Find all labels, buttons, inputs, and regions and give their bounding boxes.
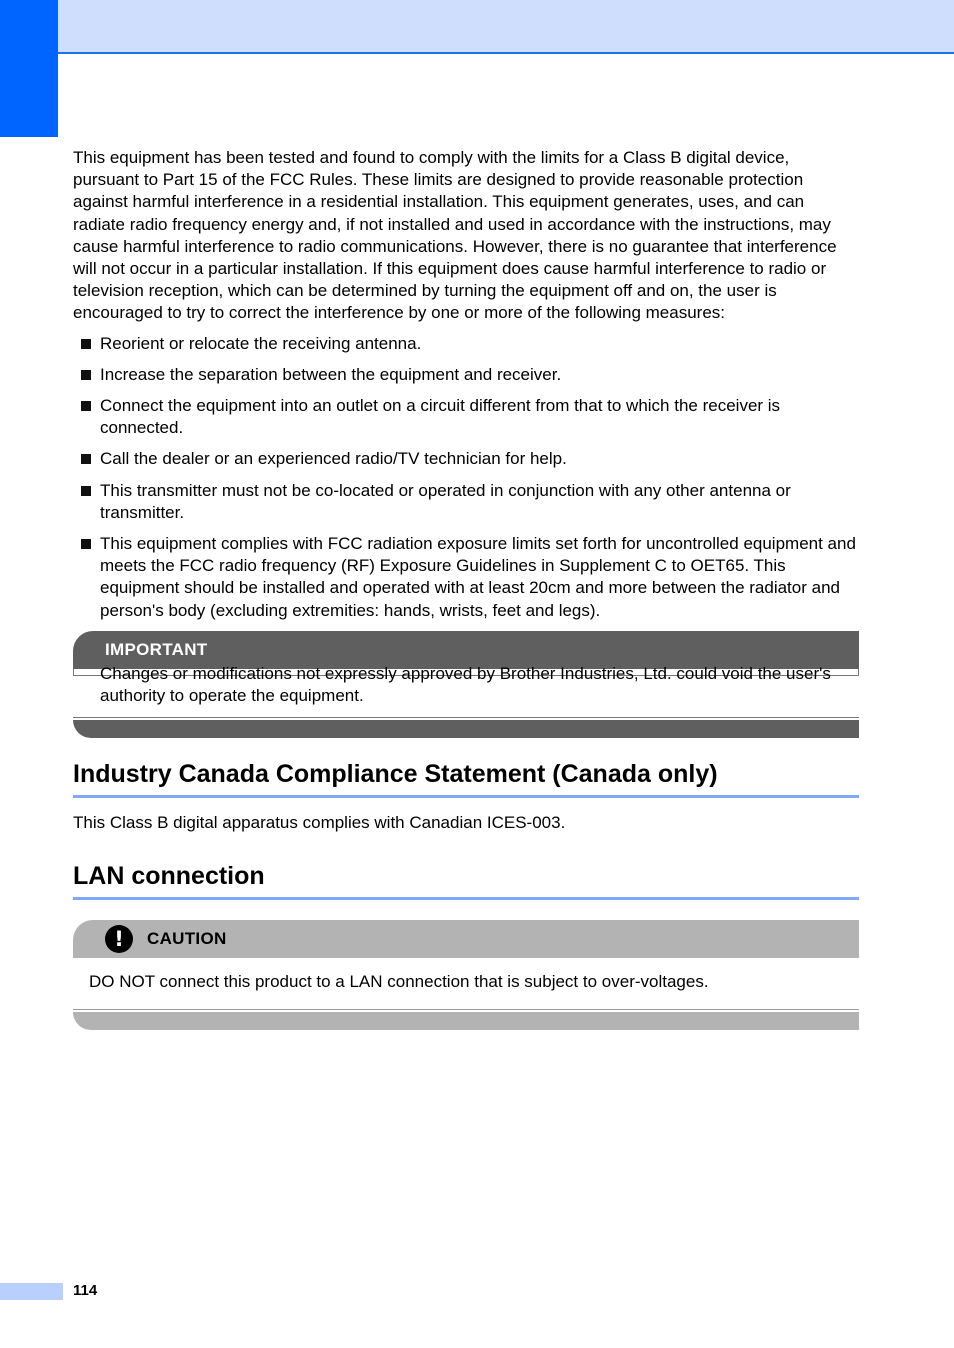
caution-text: DO NOT connect this product to a LAN connection that is subject to over-voltages. xyxy=(89,972,709,992)
footer-band xyxy=(0,1283,63,1300)
measures-list xyxy=(73,333,859,622)
caution-label: CAUTION xyxy=(147,929,227,949)
intro-paragraph: This equipment has been tested and found to comply with the limits for a Class B digital device, pursuant to Part 15 of the FCC Rules. These limits are designed to provide reasonable protection against harmful interference in a residential installation. This equipment generates, uses, and can radiate radio frequency energy and, if not installed and used in accordance with the instructions, may cause harmful interference to radio communications. However, there is no guarantee that interference will not occur in a particular installation. If this equipment does cause harmful interference to radio or television reception, which can be determined by turning the equipment off and on, the user is encouraged to try to correct the interference by one or more of the following measures: xyxy=(73,148,837,323)
bullet-square-icon xyxy=(81,539,91,549)
page-number: 114 xyxy=(73,1282,98,1299)
caution-header xyxy=(73,920,859,958)
caution-footer xyxy=(73,1009,859,1030)
header-band xyxy=(0,0,954,54)
list-item: Reorient or relocate the receiving antenna. xyxy=(73,333,859,355)
canada-heading: Industry Canada Compliance Statement (Canada only) xyxy=(73,758,859,798)
important-box xyxy=(73,631,859,738)
exclamation-icon: ! xyxy=(105,925,133,953)
list-item: This equipment complies with FCC radiation exposure limits set forth for uncontrolled equipment and meets the FCC radio frequency (RF) Exposure Guidelines in Supplement C to OET65. This equipment should be installed and operated with at least 20cm and more between the radiator and person's body (excluding extremities: hands, wrists, feet and legs). xyxy=(73,533,859,622)
lan-heading: LAN connection xyxy=(73,860,859,900)
page-content xyxy=(73,147,859,1030)
bullet-square-icon xyxy=(81,454,91,464)
chapter-tab xyxy=(0,0,58,137)
canada-text: This Class B digital apparatus complies with Canadian ICES-003. xyxy=(73,813,566,833)
list-item: This transmitter must not be co-located or operated in conjunction with any other antenna or transmitter. xyxy=(73,480,859,524)
important-label: IMPORTANT xyxy=(105,639,208,659)
bullet-square-icon xyxy=(81,370,91,380)
bullet-square-icon xyxy=(81,486,91,496)
bullet-square-icon xyxy=(81,339,91,349)
important-footer xyxy=(73,717,859,738)
important-text: Changes or modifications not expressly approved by Brother Industries, Ltd. could void the user's authority to operate the equipment. xyxy=(100,663,831,706)
list-item: Call the dealer or an experienced radio/TV technician for help. xyxy=(73,448,859,470)
list-item: Increase the separation between the equipment and receiver. xyxy=(73,364,859,386)
caution-box xyxy=(73,920,859,1030)
list-item: Connect the equipment into an outlet on a circuit different from that to which the receiver is connected. xyxy=(73,395,859,439)
bullet-square-icon xyxy=(81,401,91,411)
